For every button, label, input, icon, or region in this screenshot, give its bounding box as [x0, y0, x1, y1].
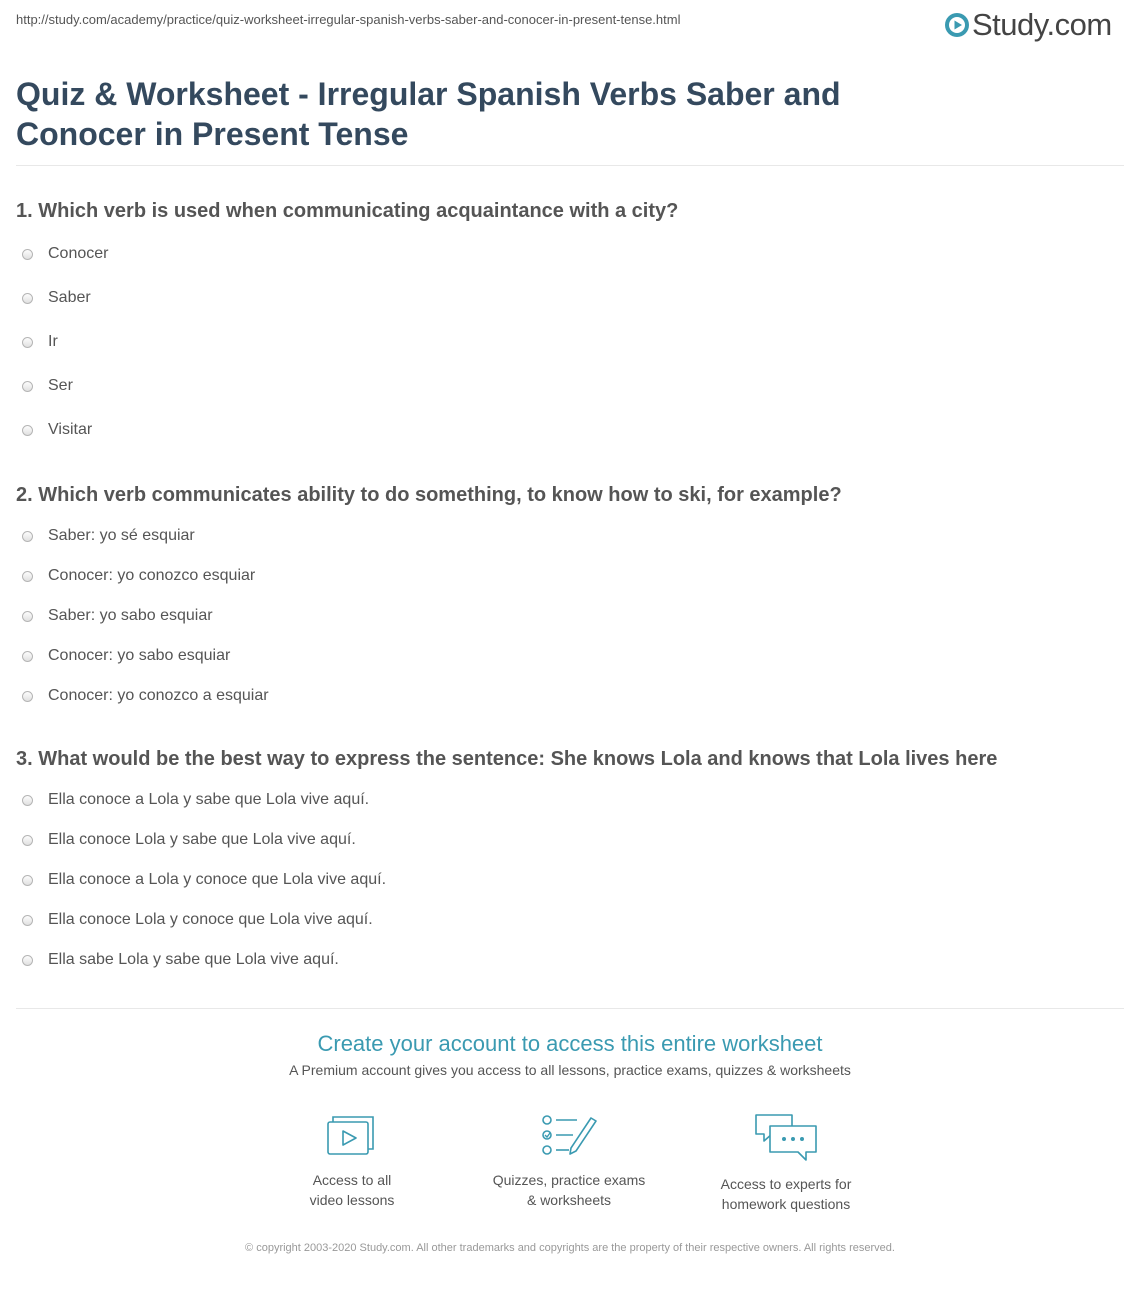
copyright-notice: © copyright 2003-2020 Study.com. All other trademarks and copyrights are the property of their respective owners. All rights reserved.: [245, 1242, 895, 1254]
answer-option[interactable]: [22, 869, 386, 891]
answer-option[interactable]: [22, 789, 369, 811]
feature-label: Access to all video lessons: [309, 1172, 395, 1208]
radio-button[interactable]: [22, 915, 33, 926]
radio-button[interactable]: [22, 875, 33, 886]
title-divider: [16, 165, 1124, 166]
answer-option[interactable]: [22, 525, 195, 547]
answer-label: Saber: [48, 289, 91, 306]
radio-button[interactable]: [22, 691, 33, 702]
answer-option[interactable]: [22, 949, 339, 971]
answer-label: Conocer: yo conozco esquiar: [48, 567, 256, 584]
radio-button[interactable]: [22, 795, 33, 806]
radio-button[interactable]: [22, 293, 33, 304]
radio-button[interactable]: [22, 425, 33, 436]
answer-option[interactable]: [22, 909, 373, 931]
answer-label: Saber: yo sabo esquiar: [48, 607, 213, 624]
answer-option[interactable]: [22, 685, 269, 707]
answer-option[interactable]: [22, 565, 255, 587]
question-3: 3. What would be the best way to express the sentence: She knows Lola and knows that Lola lives here: [16, 748, 998, 770]
answer-label: Conocer: yo sabo esquiar: [48, 647, 231, 664]
answer-option[interactable]: [22, 243, 108, 265]
answer-label: Conocer: [48, 245, 109, 262]
feature-quizzes: [469, 1112, 669, 1210]
answer-option[interactable]: [22, 605, 213, 627]
answer-label: Ella conoce a Lola y sabe que Lola vive aquí.: [48, 791, 370, 808]
question-2: 2. Which verb communicates ability to do something, to know how to ski, for example?: [16, 484, 842, 506]
cta-heading-link[interactable]: Create your account to access this entire worksheet: [317, 1031, 823, 1056]
chat-bubbles-icon: [754, 1112, 818, 1162]
answer-label: Ir: [48, 333, 58, 350]
answer-option[interactable]: [22, 375, 73, 397]
answer-label: Conocer: yo conozco a esquiar: [48, 687, 269, 704]
radio-button[interactable]: [22, 955, 33, 966]
answer-label: Ser: [48, 377, 73, 394]
page-title: Quiz & Worksheet - Irregular Spanish Verbs Saber and Conocer in Present Tense: [16, 76, 841, 152]
radio-button[interactable]: [22, 337, 33, 348]
answer-option[interactable]: [22, 287, 91, 309]
feature-video-lessons: [252, 1112, 452, 1210]
answer-option[interactable]: [22, 331, 58, 353]
radio-button[interactable]: [22, 249, 33, 260]
answer-label: Visitar: [48, 421, 93, 438]
question-1: 1. Which verb is used when communicating acquaintance with a city?: [16, 200, 679, 222]
answer-option[interactable]: [22, 645, 230, 667]
video-lessons-icon: [326, 1112, 378, 1158]
play-logo-icon: [944, 12, 970, 38]
radio-button[interactable]: [22, 651, 33, 662]
answer-label: Saber: yo sé esquiar: [48, 527, 195, 544]
feature-experts: [686, 1112, 886, 1214]
feature-label: Quizzes, practice exams & worksheets: [492, 1172, 646, 1208]
study-logo[interactable]: [944, 8, 1112, 42]
quiz-checklist-icon: [541, 1112, 597, 1158]
answer-label: Ella sabe Lola y sabe que Lola vive aquí.: [48, 951, 339, 968]
radio-button[interactable]: [22, 611, 33, 622]
radio-button[interactable]: [22, 381, 33, 392]
radio-button[interactable]: [22, 571, 33, 582]
section-divider: [16, 1008, 1124, 1009]
answer-label: Ella conoce a Lola y conoce que Lola vive aquí.: [48, 871, 387, 888]
radio-button[interactable]: [22, 531, 33, 542]
radio-button[interactable]: [22, 835, 33, 846]
answer-option[interactable]: [22, 419, 92, 441]
feature-label: Access to experts for homework questions: [720, 1176, 852, 1212]
logo-text: Study.com: [972, 7, 1112, 42]
answer-option[interactable]: [22, 829, 356, 851]
answer-label: Ella conoce Lola y sabe que Lola vive aquí.: [48, 831, 356, 848]
answer-label: Ella conoce Lola y conoce que Lola vive aquí.: [48, 911, 373, 928]
cta-subtitle: A Premium account gives you access to all lessons, practice exams, quizzes & worksheets: [289, 1062, 851, 1078]
page-url: http://study.com/academy/practice/quiz-worksheet-irregular-spanish-verbs-saber-and-conocer-in-present-tense.html: [16, 12, 681, 27]
